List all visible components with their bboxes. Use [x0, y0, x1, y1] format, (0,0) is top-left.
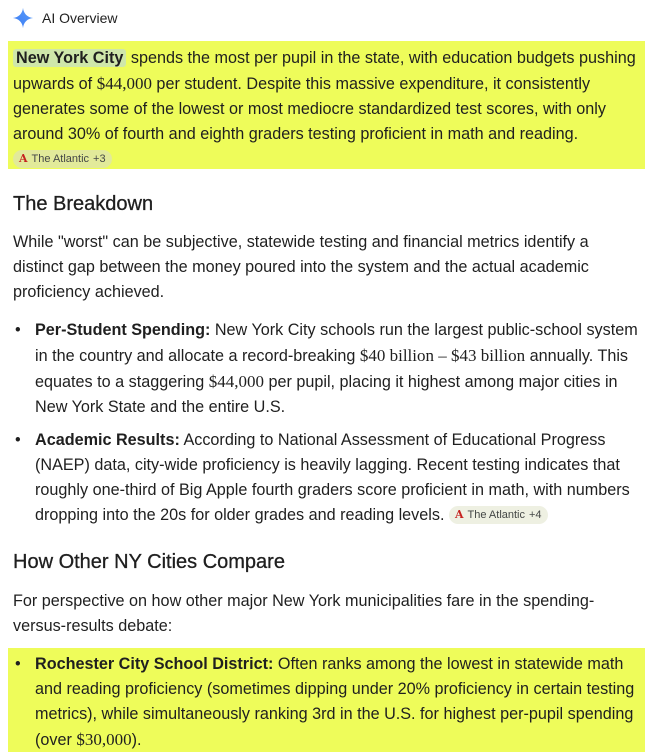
the-atlantic-logo-icon: A — [19, 152, 28, 165]
bullet-text: According to National Assessment of Educational Progress (NAEP) data, city-wide proficiency is heavily lagging. Recent testing indicates that roughly one-third of Big Apple fourth graders score proficient in math, with numbers dropping into the 20s for older grades and reading levels. — [35, 431, 630, 524]
spending-amount: $40 billion – $43 billion — [359, 346, 526, 365]
ai-overview-title: AI Overview — [42, 10, 118, 26]
the-atlantic-logo-icon: A — [454, 508, 464, 521]
highlight-term-chip: New York City — [13, 49, 126, 67]
list-item-per-student-spending — [0, 318, 653, 418]
compare-heading: How Other NY Cities Compare — [13, 551, 285, 573]
ai-overview-header — [12, 8, 117, 28]
list-item-academic-results — [0, 428, 653, 528]
bullet-text: Often ranks among the lowest in statewide math and reading proficiency (sometimes dipping under 20% proficiency in certain testing metrics), while simultaneously ranking 3rd in the U.S. for highest per-pupil spending (over — [35, 655, 635, 749]
source-chip-count: +4 — [529, 509, 542, 521]
bullet-dot: • — [15, 321, 21, 339]
source-chip-label: The Atlantic — [31, 153, 90, 165]
bullet-label: Academic Results: — [35, 431, 180, 449]
compare-paragraph: For perspective on how other major New York municipalities fare in the spending-versus-results debate: — [13, 592, 595, 635]
list-item-rochester — [0, 652, 653, 752]
bullet-label: Per-Student Spending: — [35, 321, 211, 339]
source-chip-label: The Atlantic — [467, 509, 525, 521]
bullet-text: annually. This equates to a staggering — [35, 347, 629, 391]
intro-summary — [8, 41, 645, 169]
rochester-amount: $30,000 — [76, 730, 132, 749]
bullet-text: per pupil, placing it highest among major cities in New York State and the entire U.S. — [35, 373, 618, 416]
source-chip-results[interactable] — [449, 506, 548, 524]
gemini-sparkle-icon — [12, 7, 34, 29]
source-chip-count: +3 — [93, 153, 106, 165]
intro-text-1: spends the most per pupil in the state, with education budgets pushing upwards of — [13, 49, 636, 93]
bullet-text: ). — [131, 731, 142, 749]
bullet-dot: • — [15, 431, 21, 449]
bullet-label: Rochester City School District: — [35, 655, 274, 673]
bullet-dot: • — [15, 655, 21, 673]
source-chip-intro[interactable] — [13, 150, 112, 168]
intro-text-2: per student. Despite this massive expenditure, it consistently generates some of the lowest or most mediocre standardized test scores, with only around 30% of fourth and eighth graders testing proficient in math and reading. — [13, 75, 606, 143]
bullet-text: New York City schools run the largest public-school system in the country and allocate a record-breaking — [35, 321, 638, 365]
breakdown-heading: The Breakdown — [13, 193, 154, 215]
intro-amount: $44,000 — [96, 74, 152, 93]
per-pupil-amount: $44,000 — [208, 372, 264, 391]
breakdown-paragraph: While "worst" can be subjective, statewide testing and financial metrics identify a distinct gap between the money poured into the system and the actual academic proficiency achieved. — [13, 233, 589, 301]
